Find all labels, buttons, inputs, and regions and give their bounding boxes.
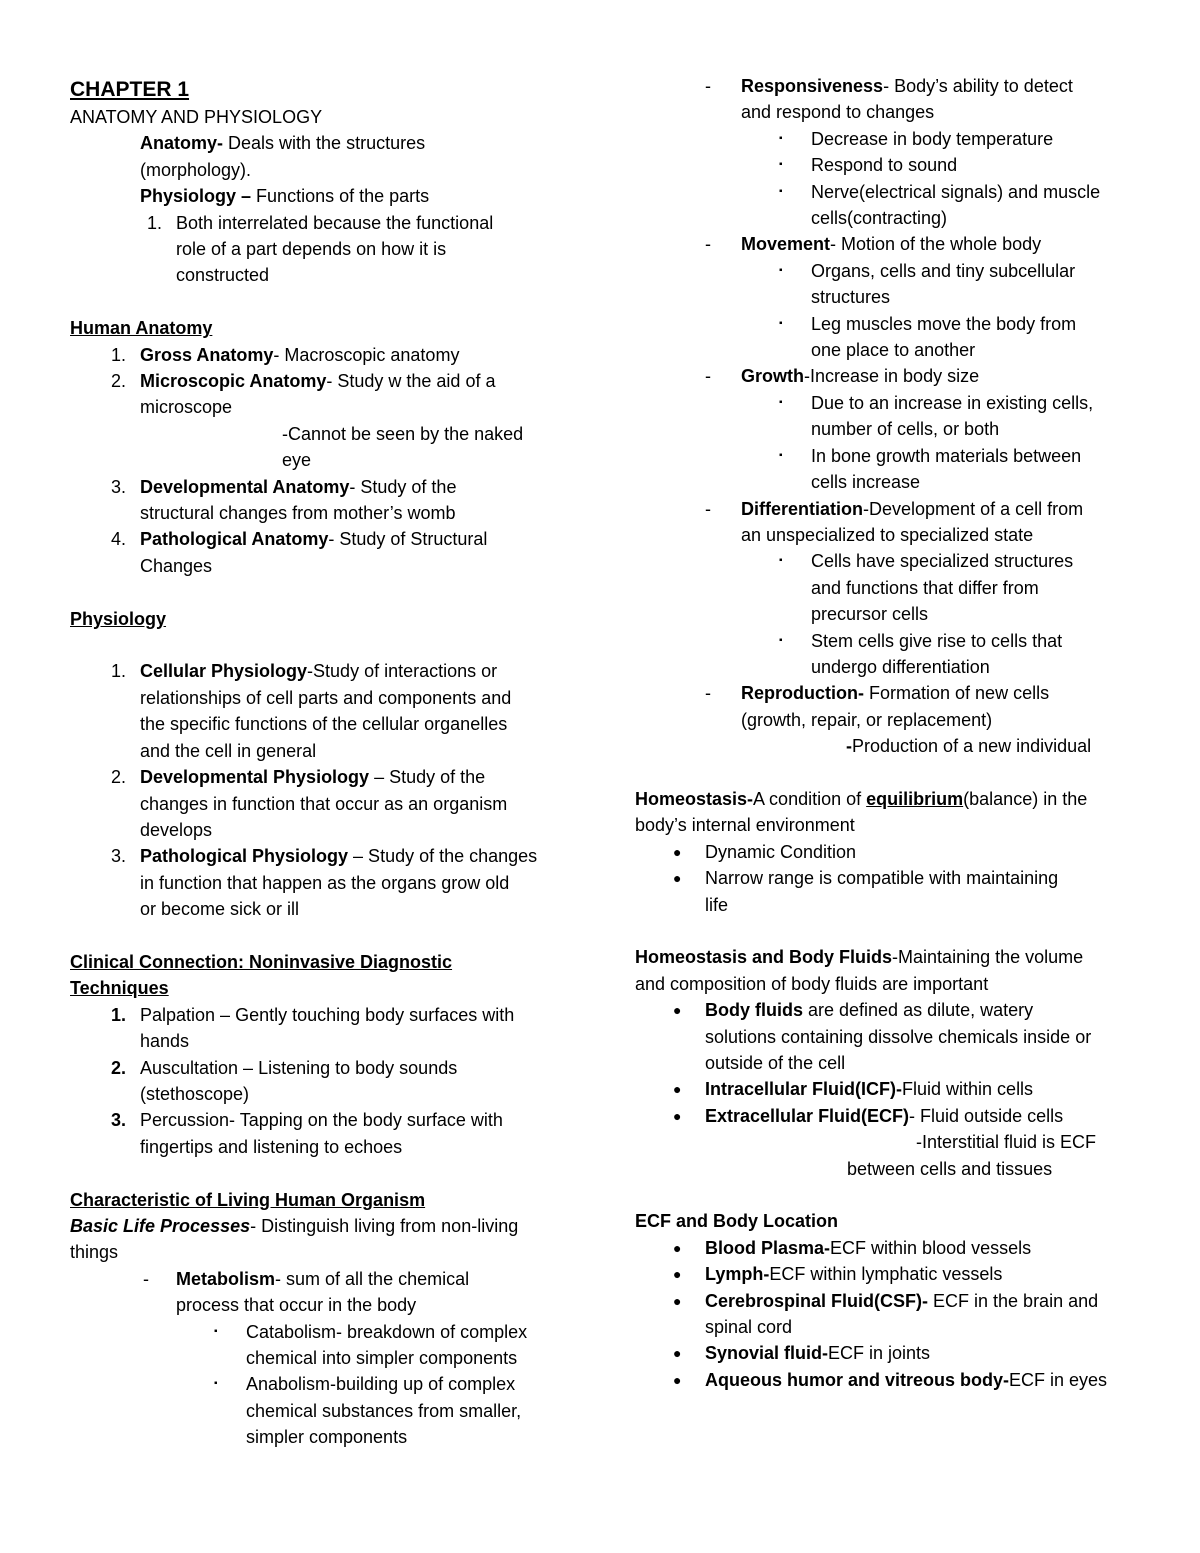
dash-bullet: - bbox=[143, 1268, 149, 1289]
list-item-cont: number of cells, or both bbox=[811, 419, 1000, 440]
square-bullet-icon: ▪ bbox=[779, 449, 783, 461]
text-run: - Macroscopic anatomy bbox=[273, 344, 460, 365]
homeostasis-definition-cont: body’s internal environment bbox=[635, 815, 855, 836]
text-run: Organs, cells and tiny subcellular bbox=[811, 260, 1076, 281]
text-run: Cells have specialized structures bbox=[811, 551, 1074, 572]
list-item-cont: changes in function that occur as an organism bbox=[140, 793, 508, 814]
list-item-cont: (growth, repair, or replacement) bbox=[741, 709, 993, 730]
list-item bbox=[214, 1319, 570, 1345]
bold-term: Growth bbox=[741, 366, 804, 387]
list-item-cont: cells(contracting) bbox=[811, 208, 948, 229]
list-item bbox=[779, 311, 1155, 337]
list-item bbox=[673, 1076, 1155, 1102]
text-run: - Study of the bbox=[349, 476, 457, 497]
list-item bbox=[673, 1235, 1155, 1261]
list-item-cont: the specific functions of the cellular organelles bbox=[140, 714, 508, 735]
text-run: - bbox=[705, 683, 711, 704]
text-run bbox=[70, 1187, 570, 1213]
square-bullet-icon: ▪ bbox=[779, 317, 783, 329]
text-run bbox=[635, 918, 1155, 944]
dot-bullet-icon: ● bbox=[673, 1266, 682, 1283]
list-item bbox=[705, 680, 1155, 706]
text-run bbox=[70, 606, 570, 632]
text-run: - Fluid outside cells bbox=[909, 1105, 1064, 1126]
list-item-cont: solutions containing dissolve chemicals inside or bbox=[705, 1026, 1092, 1047]
list-item-cont: relationships of cell parts and components and bbox=[140, 687, 512, 708]
bold-term bbox=[70, 1216, 250, 1236]
list-item-cont: life bbox=[705, 894, 729, 915]
list-item bbox=[779, 152, 1155, 178]
text-run: Formation of new cells bbox=[864, 683, 1050, 704]
text-run bbox=[70, 579, 570, 605]
text-run: – Study of the changes bbox=[348, 846, 538, 867]
list-item bbox=[779, 126, 1155, 152]
text-run: 1. bbox=[146, 212, 162, 233]
list-item-cont: microscope bbox=[140, 397, 233, 418]
basic-life-processes-cont: things bbox=[70, 1242, 119, 1263]
list-item-note: -Cannot be seen by the naked bbox=[282, 423, 524, 444]
list-item bbox=[705, 73, 1155, 99]
section-heading: Human Anatomy bbox=[70, 318, 213, 339]
page-subtitle: ANATOMY AND PHYSIOLOGY bbox=[70, 107, 323, 127]
list-item bbox=[110, 843, 570, 869]
text-run: - Study of Structural bbox=[328, 529, 488, 550]
list-item-cont: process that occur in the body bbox=[176, 1295, 417, 1316]
text-run: 2. bbox=[110, 767, 126, 788]
text-run: - Distinguish living from non-living bbox=[250, 1215, 519, 1236]
dot-bullet-icon: ● bbox=[673, 1107, 682, 1124]
bold-term: Pathological Anatomy bbox=[140, 529, 329, 550]
list-item-cont: and the cell in general bbox=[140, 740, 317, 761]
dot-bullet-icon: ● bbox=[673, 1239, 682, 1256]
right-column bbox=[635, 73, 1155, 1393]
text-run: 1. bbox=[110, 344, 126, 365]
text-run: ECF in eyes bbox=[1009, 1369, 1108, 1390]
list-item bbox=[673, 1367, 1155, 1393]
bold-term: Microscopic Anatomy bbox=[140, 371, 327, 392]
text-run: ECF in joints bbox=[828, 1343, 931, 1364]
bold-term: Pathological Physiology bbox=[140, 846, 349, 867]
left-column bbox=[70, 76, 570, 1451]
text-run: ECF within blood vessels bbox=[830, 1237, 1032, 1258]
list-item bbox=[110, 1055, 570, 1081]
list-item-cont: structural changes from mother’s womb bbox=[140, 503, 456, 524]
list-item-cont: hands bbox=[140, 1031, 190, 1052]
text-run: Narrow range is compatible with maintaining bbox=[705, 868, 1059, 889]
section-heading: ECF and Body Location bbox=[635, 1211, 839, 1232]
text-run: Anabolism-building up of complex bbox=[246, 1374, 516, 1395]
text-run: are defined as dilute, watery bbox=[803, 1000, 1034, 1021]
text-run: 2. bbox=[110, 371, 126, 392]
text-run: Due to an increase in existing cells, bbox=[811, 392, 1094, 413]
text-run: A condition of bbox=[753, 788, 867, 809]
text-run: - Motion of the whole body bbox=[830, 234, 1042, 255]
text-run: - bbox=[705, 234, 711, 255]
text-run bbox=[70, 1160, 570, 1186]
chapter-title: CHAPTER 1 bbox=[70, 78, 190, 101]
list-item bbox=[779, 258, 1155, 284]
text-run: Stem cells give rise to cells that bbox=[811, 630, 1063, 651]
list-item-cont: role of a part depends on how it is bbox=[176, 239, 447, 260]
list-item bbox=[673, 839, 1155, 865]
list-item-cont: and functions that differ from bbox=[811, 577, 1039, 598]
text-run: 3. bbox=[110, 846, 126, 867]
text-run: Percussion- Tapping on the body surface with bbox=[140, 1110, 503, 1131]
list-item-cont: (stethoscope) bbox=[140, 1083, 250, 1104]
text-run bbox=[635, 760, 1155, 786]
text-run: Respond to sound bbox=[811, 155, 958, 176]
list-item bbox=[146, 210, 570, 236]
text-run: Deals with the structures bbox=[223, 133, 426, 154]
list-item bbox=[110, 764, 570, 790]
list-item-cont: Changes bbox=[140, 555, 213, 576]
bold-term: Responsiveness bbox=[741, 76, 884, 96]
text-run: Dynamic Condition bbox=[705, 841, 857, 862]
text-run: Nerve(electrical signals) and muscle bbox=[811, 181, 1101, 202]
list-item bbox=[110, 1002, 570, 1028]
text-run: - bbox=[705, 366, 711, 387]
text-run: ECF in the brain and bbox=[928, 1290, 1099, 1311]
text-run: -Study of interactions or bbox=[307, 661, 498, 682]
text-run: Palpation – Gently touching body surfaces with bbox=[140, 1004, 515, 1025]
list-item bbox=[779, 179, 1155, 205]
list-item-cont: and respond to changes bbox=[741, 102, 935, 123]
body-fluids-definition-cont: and composition of body fluids are important bbox=[635, 973, 989, 994]
text-run: Production of a new individual bbox=[852, 736, 1092, 757]
bold-term: Blood Plasma- bbox=[705, 1237, 831, 1258]
list-item-cont: chemical substances from smaller, bbox=[246, 1400, 522, 1421]
bold-term: Homeostasis- bbox=[635, 788, 754, 809]
list-item-cont: develops bbox=[140, 819, 213, 840]
bold-term: Synovial fluid- bbox=[705, 1343, 829, 1364]
list-item-cont: simpler components bbox=[246, 1427, 408, 1448]
text-run bbox=[70, 949, 570, 975]
text-run bbox=[70, 975, 570, 1001]
bold-term: 2. bbox=[110, 1057, 126, 1078]
list-item bbox=[779, 443, 1155, 469]
list-item bbox=[673, 997, 1155, 1023]
text-run: ECF within lymphatic vessels bbox=[769, 1264, 1003, 1285]
bold-term: Body fluids bbox=[705, 1000, 803, 1021]
list-item bbox=[673, 1103, 1155, 1129]
list-item-cont: chemical into simpler components bbox=[246, 1348, 518, 1369]
text-run: In bone growth materials between bbox=[811, 445, 1082, 466]
list-item-cont: in function that happen as the organs grow old bbox=[140, 872, 510, 893]
section-heading-cont: Techniques bbox=[70, 978, 169, 999]
dot-bullet-icon: ● bbox=[673, 870, 682, 887]
list-item-cont: constructed bbox=[176, 265, 270, 286]
text-run: Auscultation – Listening to body sounds bbox=[140, 1057, 458, 1078]
list-item bbox=[110, 368, 570, 394]
text-run: Both interrelated because the functional bbox=[176, 212, 494, 233]
dot-bullet-icon: ● bbox=[673, 1371, 682, 1388]
text-run: -Increase in body size bbox=[804, 366, 980, 387]
physiology-definition bbox=[140, 183, 570, 209]
bold-term: Movement bbox=[741, 234, 831, 255]
square-bullet-icon: ▪ bbox=[779, 159, 783, 171]
bold-term: 3. bbox=[110, 1110, 126, 1131]
dot-bullet-icon: ● bbox=[673, 1081, 682, 1098]
bold-term: Physiology – bbox=[140, 186, 252, 207]
anatomy-definition-cont: (morphology). bbox=[140, 159, 252, 180]
text-run: 4. bbox=[110, 529, 126, 550]
square-bullet-icon: ▪ bbox=[779, 396, 783, 408]
text-run: Decrease in body temperature bbox=[811, 128, 1054, 149]
bold-term: equilibrium bbox=[866, 788, 964, 809]
square-bullet-icon: ▪ bbox=[779, 264, 783, 276]
list-item-cont: cells increase bbox=[811, 472, 921, 493]
square-bullet-icon: ▪ bbox=[779, 132, 783, 144]
dot-bullet-icon: ● bbox=[673, 843, 682, 860]
list-item-note: between cells and tissues bbox=[847, 1158, 1053, 1179]
list-item-cont: or become sick or ill bbox=[140, 899, 300, 920]
text-run: – Study of the bbox=[369, 767, 486, 788]
bold-term: Developmental Anatomy bbox=[140, 476, 350, 497]
text-run bbox=[635, 1208, 1155, 1234]
list-item-cont: one place to another bbox=[811, 340, 976, 361]
list-item bbox=[214, 1371, 570, 1397]
text-run bbox=[70, 289, 570, 315]
dot-bullet-icon: ● bbox=[673, 1002, 682, 1019]
list-item bbox=[779, 390, 1155, 416]
list-item-note: -Interstitial fluid is ECF bbox=[916, 1132, 1097, 1153]
list-item-note bbox=[846, 733, 1155, 759]
bold-term: Homeostasis and Body Fluids bbox=[635, 947, 893, 968]
bold-term: Intracellular Fluid(ICF)- bbox=[705, 1079, 903, 1100]
list-item bbox=[673, 1261, 1155, 1287]
list-item-cont: an unspecialized to specialized state bbox=[741, 524, 1034, 545]
list-item-cont: outside of the cell bbox=[705, 1053, 846, 1073]
list-item bbox=[705, 363, 1155, 389]
bold-term: Cerebrospinal Fluid(CSF)- bbox=[705, 1290, 929, 1311]
list-item-cont: fingertips and listening to echoes bbox=[140, 1136, 403, 1157]
text-run: -Development of a cell from bbox=[863, 498, 1084, 519]
list-item bbox=[779, 628, 1155, 654]
body-fluids-definition bbox=[635, 944, 1155, 970]
bold-term: Reproduction- bbox=[741, 683, 864, 704]
text-run: - bbox=[705, 498, 711, 519]
bold-term: 1. bbox=[110, 1004, 126, 1025]
italic-term: Basic Life Processes bbox=[70, 1215, 251, 1236]
text-run: 1. bbox=[110, 661, 126, 682]
list-item bbox=[705, 231, 1155, 257]
text-run bbox=[70, 632, 570, 658]
section-heading: Clinical Connection: Noninvasive Diagnostic bbox=[70, 951, 453, 972]
text-run: Catabolism- breakdown of complex bbox=[246, 1321, 528, 1342]
square-bullet-icon: ▪ bbox=[214, 1378, 218, 1390]
text-run bbox=[70, 315, 570, 341]
square-bullet-icon: ▪ bbox=[779, 555, 783, 567]
bold-term: Extracellular Fluid(ECF) bbox=[705, 1105, 910, 1126]
list-item bbox=[705, 496, 1155, 522]
list-item bbox=[673, 865, 1155, 891]
text-run: - sum of all the chemical bbox=[275, 1268, 470, 1289]
list-item-note: eye bbox=[282, 450, 312, 471]
text-run: Leg muscles move the body from bbox=[811, 313, 1077, 334]
bold-term: Aqueous humor and vitreous body- bbox=[705, 1369, 1010, 1390]
list-item bbox=[143, 1266, 570, 1292]
section-heading: Physiology bbox=[70, 608, 167, 629]
text-run: -Maintaining the volume bbox=[892, 947, 1084, 968]
list-item bbox=[110, 1107, 570, 1133]
list-item-cont: undergo differentiation bbox=[811, 656, 990, 677]
list-item bbox=[110, 526, 570, 552]
list-item-cont: precursor cells bbox=[811, 604, 929, 625]
bold-term: Lymph- bbox=[705, 1264, 770, 1285]
text-run: (balance) in the bbox=[963, 788, 1088, 809]
dot-bullet-icon: ● bbox=[673, 1292, 682, 1309]
text-run: - bbox=[705, 76, 711, 96]
text-run bbox=[70, 923, 570, 949]
text-run: Fluid within cells bbox=[902, 1079, 1034, 1100]
bold-term: Developmental Physiology bbox=[140, 767, 370, 788]
list-item bbox=[673, 1288, 1155, 1314]
section-heading: Characteristic of Living Human Organism bbox=[70, 1189, 426, 1210]
square-bullet-icon: ▪ bbox=[214, 1325, 218, 1337]
list-item bbox=[110, 342, 570, 368]
bold-term: Gross Anatomy bbox=[140, 344, 274, 365]
anatomy-definition bbox=[140, 130, 570, 156]
list-item bbox=[779, 548, 1155, 574]
bold-term: - bbox=[846, 736, 852, 757]
text-run bbox=[635, 1182, 1155, 1208]
square-bullet-icon: ▪ bbox=[779, 634, 783, 646]
list-item-cont: structures bbox=[811, 287, 891, 308]
bold-term: Cellular Physiology bbox=[140, 661, 308, 682]
basic-life-processes bbox=[70, 1213, 570, 1239]
bold-term: Differentiation bbox=[741, 498, 864, 519]
bold-term: Anatomy- bbox=[140, 133, 224, 154]
list-item-cont: spinal cord bbox=[705, 1317, 793, 1338]
text-run: - Study w the aid of a bbox=[326, 371, 496, 392]
bold-term: Metabolism bbox=[176, 1268, 276, 1289]
text-run: Functions of the parts bbox=[251, 186, 430, 207]
list-item bbox=[673, 1340, 1155, 1366]
text-run: 3. bbox=[110, 476, 126, 497]
homeostasis-definition bbox=[635, 786, 1155, 812]
dot-bullet-icon: ● bbox=[673, 1345, 682, 1362]
text-run: - Body’s ability to detect bbox=[883, 76, 1073, 96]
square-bullet-icon: ▪ bbox=[779, 185, 783, 197]
list-item bbox=[110, 474, 570, 500]
list-item bbox=[110, 658, 570, 684]
